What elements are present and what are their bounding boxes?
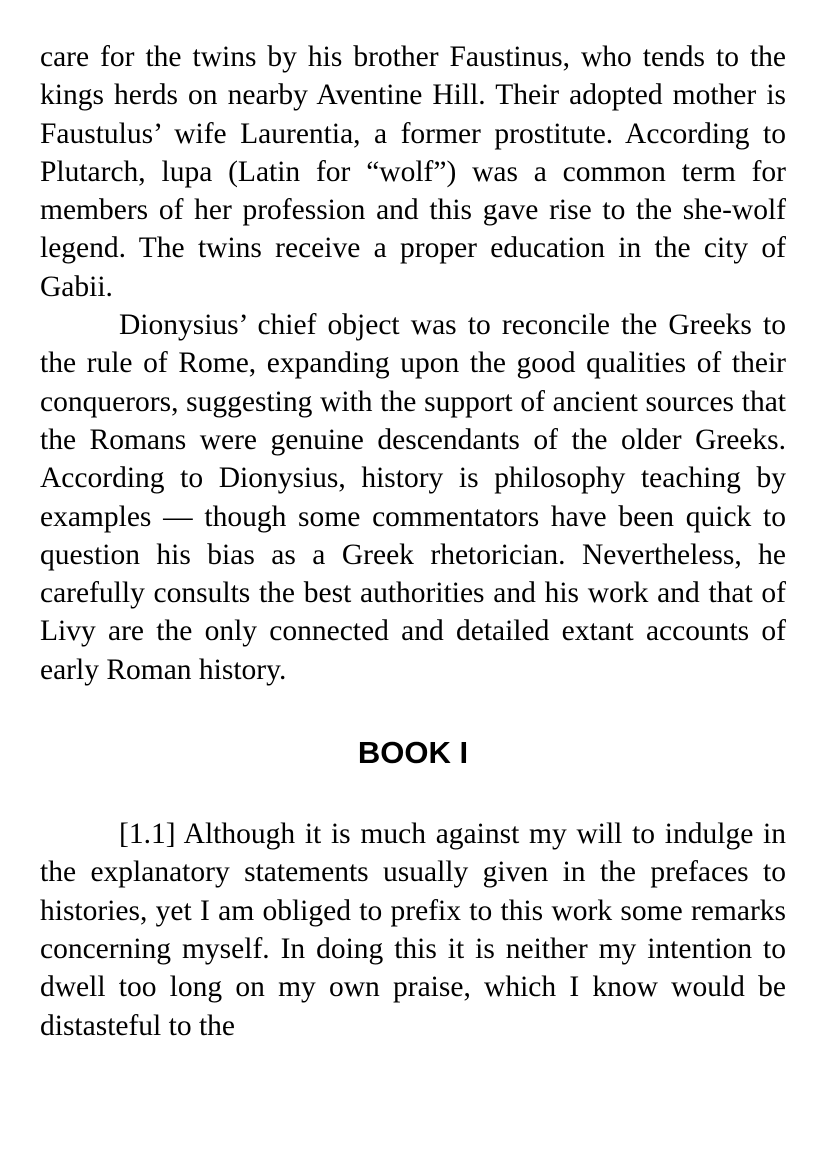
paragraph-book-one-opening: [1.1] Although it is much against my will to indulge in the explanatory statements usually given in the prefaces to histories, yet I am obliged to prefix to this work some remarks concerning myself. In doing this it is neither my intention to dwell too long on my own praise, which I know would be distasteful to the [40, 818, 786, 1042]
paragraph-twins-education: care for the twins by his brother Faustinus, who tends to the kings herds on nearby Aventine Hill. Their adopted mother is Faustulus’ wife Laurentia, a former prostitute. According to Plutarch, lupa (Latin for “wolf”) was a common term for members of her profession and this gave rise to the she-wolf legend. The twins receive a proper education in the city of Gabii. [40, 41, 786, 303]
paragraph-dionysius-object: Dionysius’ chief object was to reconcile the Greeks to the rule of Rome, expanding upon the good qualities of their conquerors, suggesting with the support of ancient sources that the Romans were genuine descendants of the older Greeks. According to Dionysius, history is philosophy teaching by examples — though some commentators have been quick to question his bias as a Greek rhetorician. Nevertheless, he carefully consults the best authorities and his work and that of Livy are the only connected and detailed extant accounts of early Roman history. [40, 309, 786, 686]
book-heading: BOOK I [357, 735, 469, 771]
document-page [40, 38, 786, 1045]
